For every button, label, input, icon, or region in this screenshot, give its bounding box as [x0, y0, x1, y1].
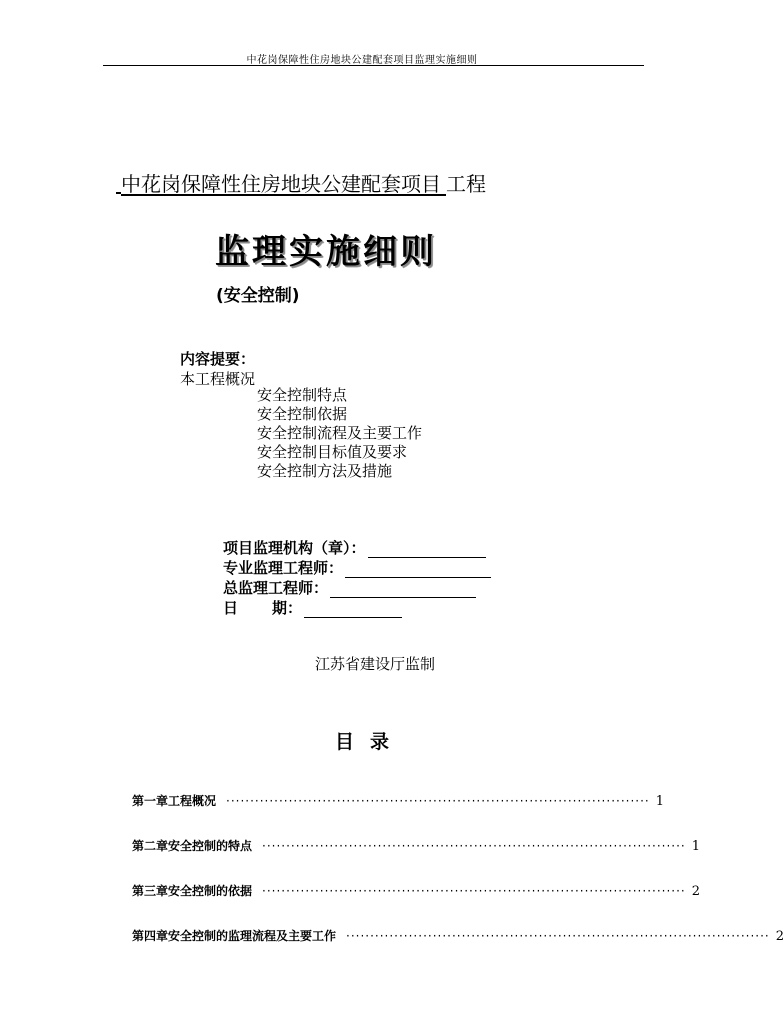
toc-entry-page: 2 — [775, 929, 784, 944]
signature-row-engineer — [223, 558, 491, 578]
running-header: 中花岗保障性住房地块公建配套项目监理实施细则 — [246, 55, 478, 66]
summary-heading: 内容提要： — [180, 350, 256, 368]
document-subtitle: (安全控制) — [216, 286, 300, 306]
signature-row-date — [223, 598, 491, 618]
toc-entry-chapter: 第三章 — [132, 884, 169, 898]
summary-item: 安全控制流程及主要工作 — [257, 424, 423, 442]
toc-entry-title: 安全控制的依据 — [168, 884, 253, 898]
summary-item: 安全控制方法及措施 — [257, 462, 393, 480]
toc-dot-leader: ························································································ — [226, 794, 650, 808]
toc-entry[interactable] — [132, 882, 700, 927]
engineer-label: 专业监理工程师： — [223, 559, 344, 577]
date-label-a: 日 — [223, 599, 239, 617]
toc-entry-page: 1 — [655, 794, 664, 809]
supervised-by — [0, 653, 724, 674]
toc-entry-chapter: 第四章 — [132, 929, 169, 943]
toc-entry-chapter: 第二章 — [132, 839, 169, 853]
agency-blank-line — [368, 543, 486, 558]
toc-entry-title: 工程概况 — [168, 794, 217, 808]
project-name: 中花岗保障性住房地块公建配套项目 — [121, 172, 441, 196]
signature-row-agency — [223, 538, 491, 558]
toc-title-text: 目录 — [334, 731, 405, 753]
project-suffix: 工程 — [446, 172, 486, 196]
toc-entry[interactable] — [132, 927, 784, 972]
chief-label: 总监理工程师： — [223, 579, 329, 597]
toc-dot-leader: ························································································ — [262, 884, 686, 898]
document-title: 监理实施细则 — [215, 232, 437, 272]
summary-item: 安全控制目标值及要求 — [257, 443, 408, 461]
agency-label: 项目监理机构（章）： — [223, 539, 366, 557]
header-divider — [103, 65, 644, 66]
summary-item: 安全控制依据 — [257, 405, 348, 423]
project-title-line — [116, 168, 486, 197]
toc-entry-chapter: 第一章 — [132, 794, 169, 808]
date-label-b: 期： — [272, 599, 303, 617]
toc-dot-leader: ························································································ — [346, 929, 770, 943]
engineer-blank-line — [345, 563, 491, 578]
chief-blank-line — [330, 583, 476, 598]
table-of-contents — [132, 792, 784, 972]
toc-entry[interactable] — [132, 792, 664, 837]
date-blank-line — [304, 603, 402, 618]
toc-entry-title: 安全控制的特点 — [168, 839, 253, 853]
summary-item: 安全控制特点 — [257, 386, 348, 404]
signature-row-chief — [223, 578, 491, 598]
summary-overview: 本工程概况 — [180, 370, 256, 388]
toc-entry-page: 2 — [691, 884, 700, 899]
summary-list — [257, 386, 422, 481]
toc-entry-page: 1 — [691, 839, 700, 854]
supervised-by-text: 江苏省建设厅监制 — [314, 655, 435, 673]
toc-title — [0, 727, 724, 754]
toc-entry-title: 安全控制的监理流程及主要工作 — [168, 929, 337, 943]
toc-dot-leader: ························································································ — [262, 839, 686, 853]
signature-block — [223, 538, 491, 618]
toc-entry[interactable] — [132, 837, 700, 882]
